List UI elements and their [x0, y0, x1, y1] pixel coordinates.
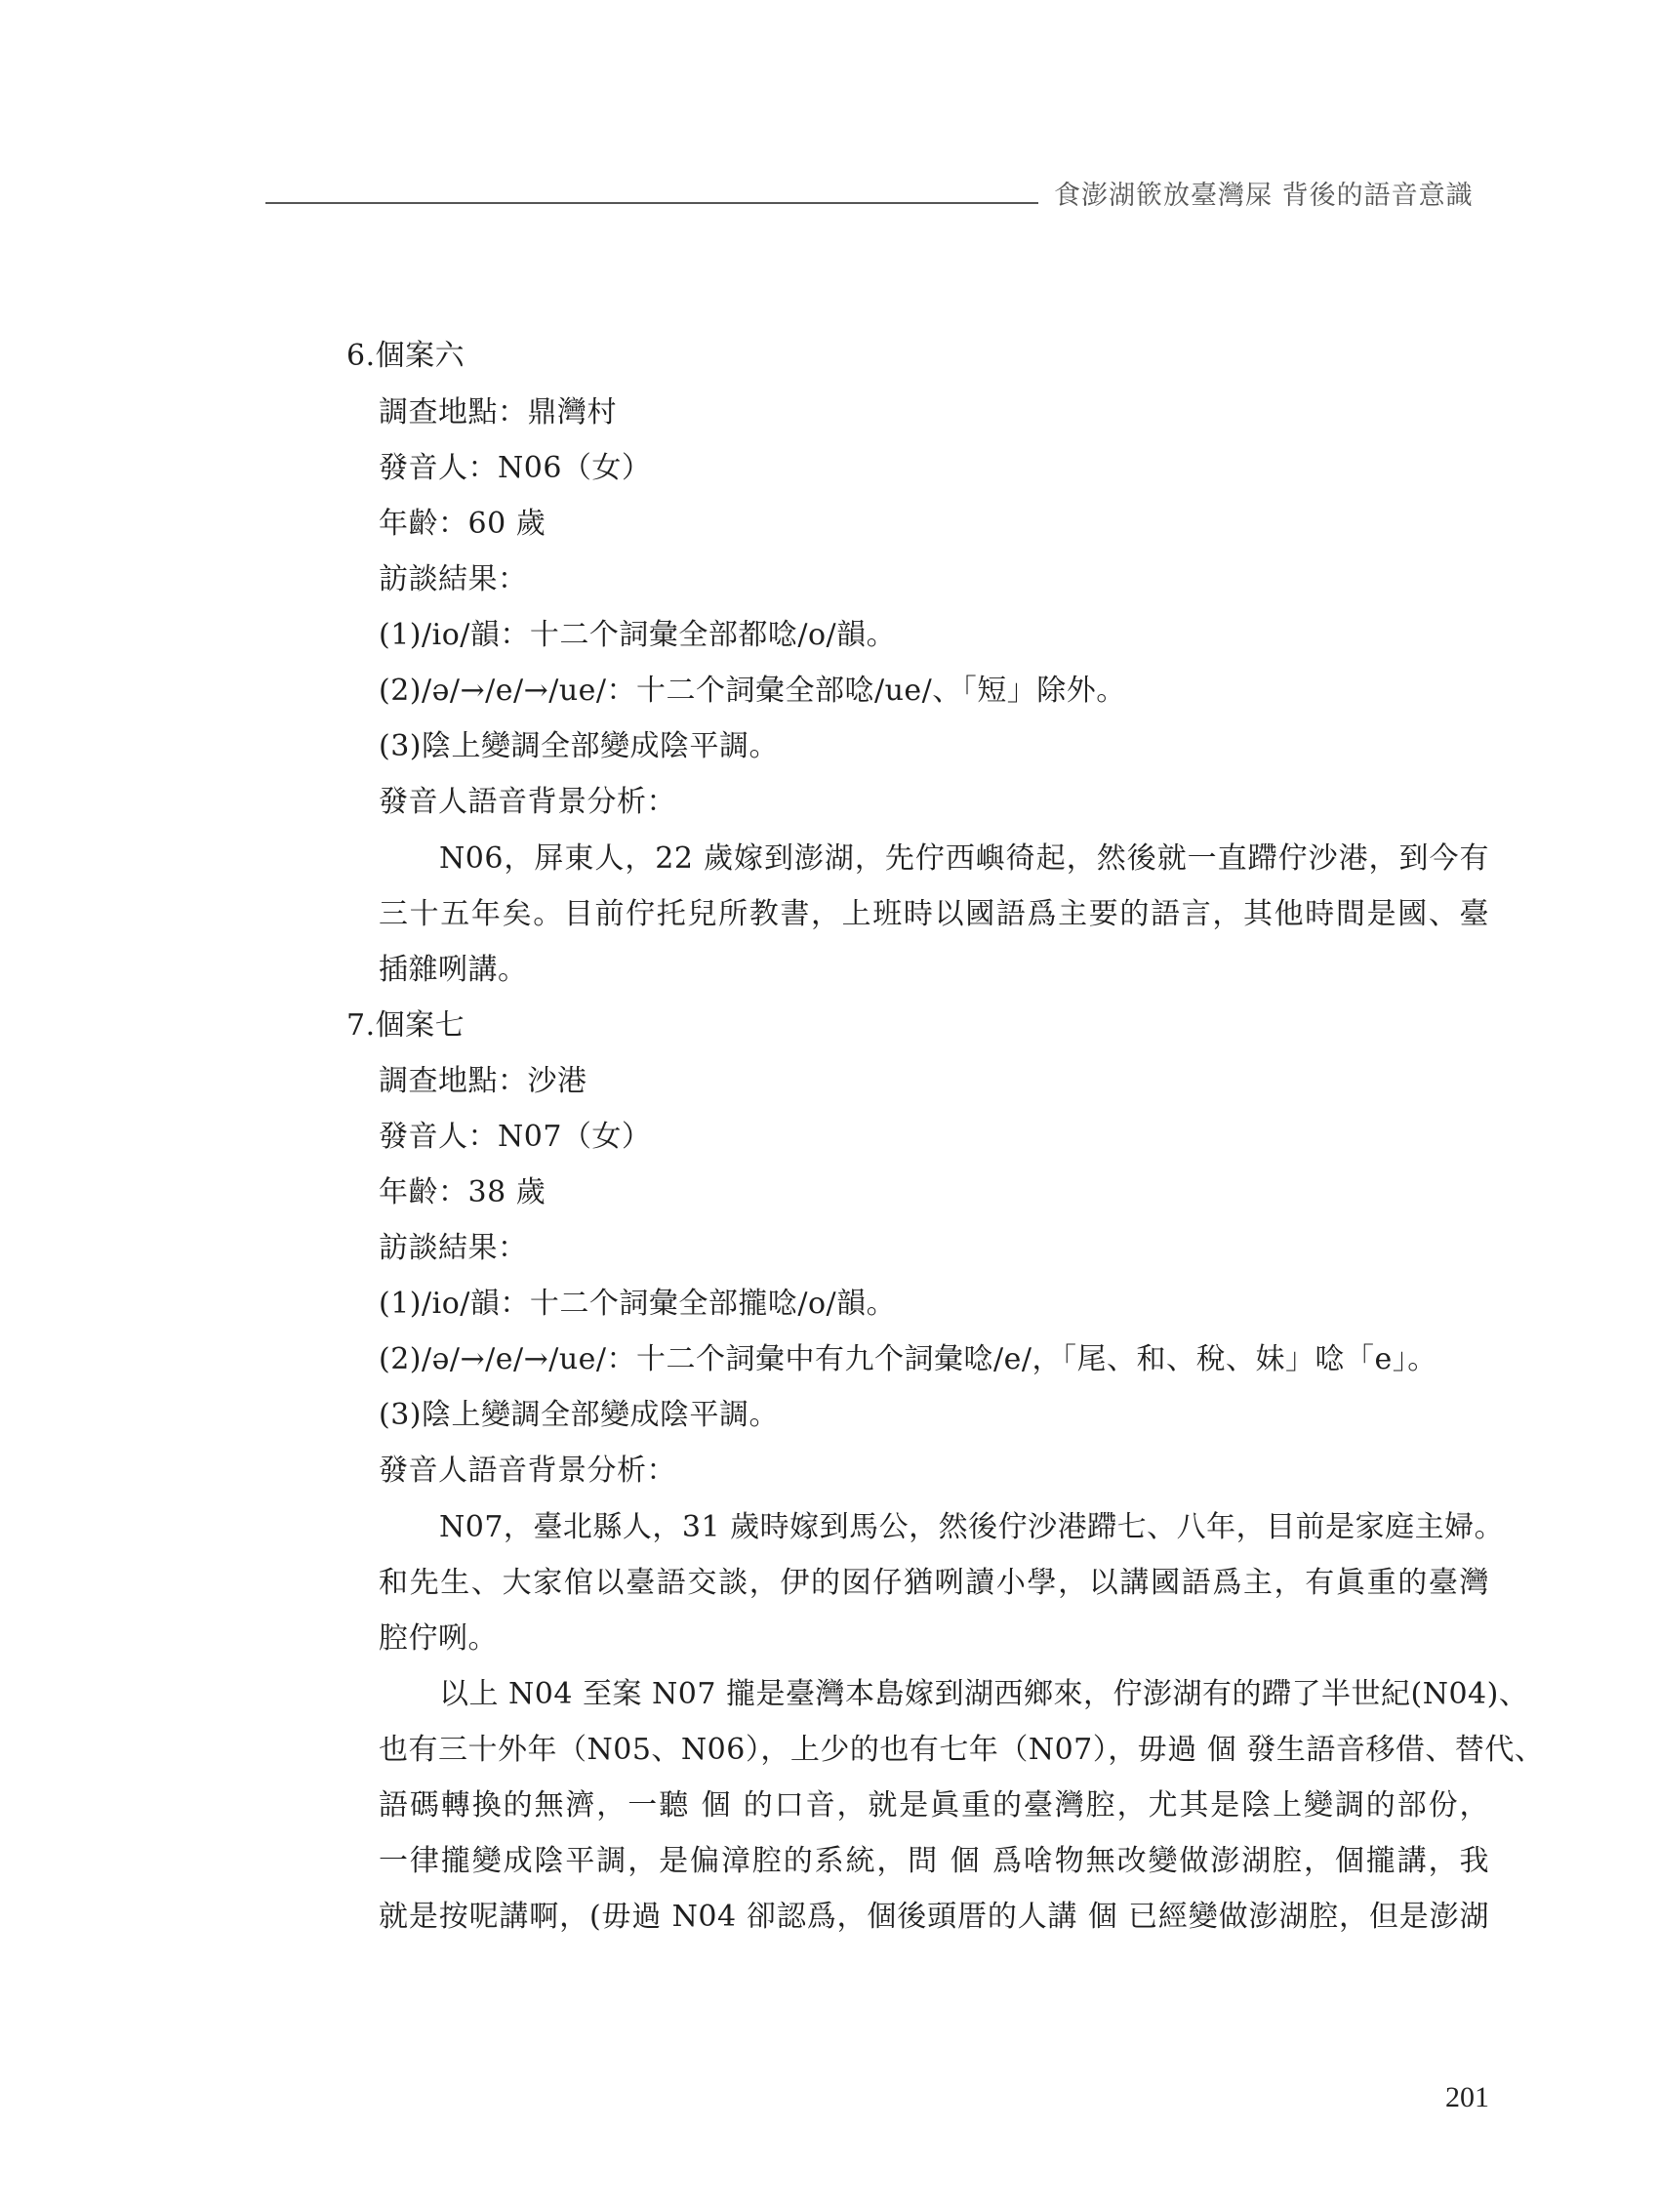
case6-location: 調查地點：鼎灣村 — [379, 395, 617, 430]
case7-result-3: (3)陰上變調全部變成陰平調。 — [379, 1398, 779, 1432]
case6-age: 年齡：60 歲 — [379, 507, 546, 541]
case6-analysis-label: 發音人語音背景分析： — [379, 785, 676, 819]
case7-location: 調查地點：沙港 — [379, 1064, 587, 1098]
case6-analysis-line: N06，屏東人，22 歲嫁到澎湖，先佇西嶼徛起，然後就一直蹛佇沙港，到今有 — [439, 841, 1489, 876]
running-header-title: 食澎湖篏放臺灣屎 背後的語音意識 — [1054, 181, 1474, 211]
case7-result-2: (2)/ə/→/e/→/ue/：十二个詞彙中有九个詞彙唸/e/，「尾、和、稅、妹」唸「e」。 — [379, 1342, 1437, 1376]
case7-analysis-line: 和先生、大家倌以臺語交談，伊的囡仔猶咧讀小學，以講國語爲主，有眞重的臺灣 — [379, 1566, 1489, 1600]
summary-line: 就是按呢講啊，(毋過 N04 卻認爲，個後頭厝的人講 個 已經變做澎湖腔，但是澎湖 — [379, 1900, 1489, 1934]
page-number: 201 — [1445, 2081, 1489, 2113]
case6-analysis-line: 三十五年矣。目前佇托兒所教書，上班時以國語爲主要的語言，其他時間是國、臺 — [379, 897, 1489, 931]
header-rule — [265, 202, 1038, 204]
case7-analysis-label: 發音人語音背景分析： — [379, 1454, 676, 1488]
case6-result-2: (2)/ə/→/e/→/ue/：十二个詞彙全部唸/ue/、「短」除外。 — [379, 674, 1126, 708]
summary-line: 一律攏變成陰平調，是偏漳腔的系統，問 個 爲啥物無改變做澎湖腔，個攏講，我 — [379, 1844, 1489, 1878]
summary-line: 以上 N04 至案 N07 攏是臺灣本島嫁到湖西鄉來，佇澎湖有的蹛了半世紀(N04)、 — [439, 1677, 1529, 1711]
case6-analysis-line: 插雜咧講。 — [379, 953, 528, 987]
case6-heading: 6.個案六 — [346, 339, 465, 373]
case7-speaker: 發音人：N07（女） — [379, 1120, 652, 1154]
case7-heading: 7.個案七 — [346, 1008, 465, 1043]
case7-result-1: (1)/io/韻：十二个詞彙全部攏唸/o/韻。 — [379, 1287, 897, 1321]
case7-age: 年齡：38 歲 — [379, 1175, 546, 1209]
case6-result-1: (1)/io/韻：十二个詞彙全部都唸/o/韻。 — [379, 618, 897, 652]
summary-line: 語碼轉換的無濟，一聽 個 的口音，就是眞重的臺灣腔，尤其是陰上變調的部份， — [379, 1788, 1489, 1823]
case6-result-3: (3)陰上變調全部變成陰平調。 — [379, 729, 779, 763]
summary-line: 也有三十外年（N05、N06），上少的也有七年（N07），毋過 個 發生語音移借、替代、 — [379, 1733, 1545, 1767]
case7-analysis-line: N07，臺北縣人，31 歲時嫁到馬公，然後佇沙港蹛七、八年，目前是家庭主婦。 — [439, 1510, 1505, 1544]
case7-result-label: 訪談結果： — [379, 1231, 528, 1265]
case6-speaker: 發音人：N06（女） — [379, 451, 652, 485]
case7-analysis-line: 腔佇咧。 — [379, 1621, 498, 1656]
case6-result-label: 訪談結果： — [379, 562, 528, 596]
